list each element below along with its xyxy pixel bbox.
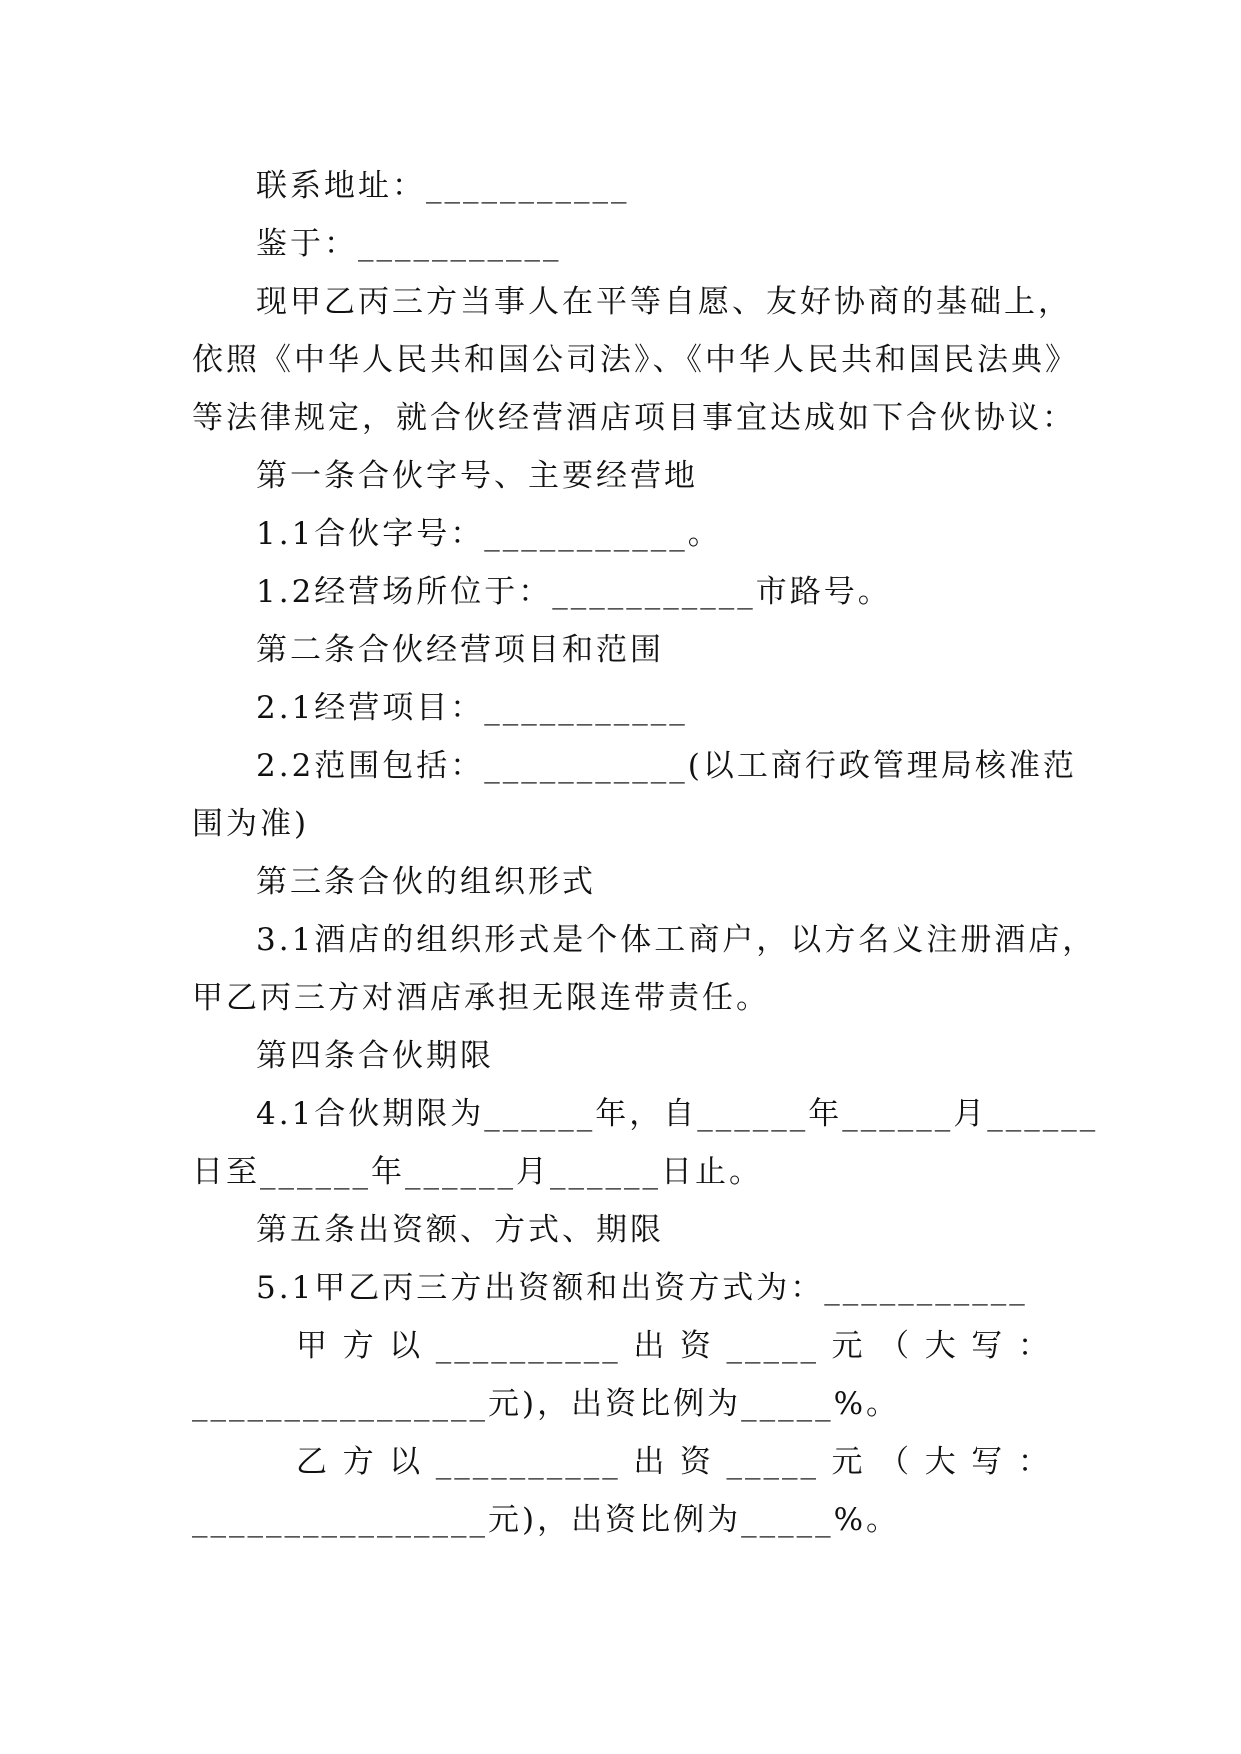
contract-body — [192, 157, 1099, 1549]
party-b-part: 写 — [971, 1444, 1006, 1480]
party-b-method-blank: __________ — [435, 1444, 621, 1480]
party-a-contribution-line-2: ________________元)，出资比例为_____%。 — [192, 1386, 901, 1422]
party-a-contribution-line-1 — [192, 1317, 1052, 1375]
preamble-line-3: 等法律规定，就合伙经营酒店项目事宜达成如下合伙协议： — [192, 400, 1076, 436]
party-b-part: 乙 — [296, 1444, 330, 1480]
party-a-part: 出 — [633, 1328, 668, 1364]
party-b-part: （ — [878, 1444, 913, 1480]
clause-5-1: 5.1甲乙丙三方出资额和出资方式为：___________ — [256, 1270, 1028, 1306]
party-b-part: 以 — [389, 1444, 424, 1480]
article-4-heading: 第四条合伙期限 — [256, 1038, 494, 1074]
clause-4-1-line-2: 日至______年______月______日止。 — [192, 1154, 763, 1190]
clause-1-2: 1.2经营场所位于：___________市路号。 — [256, 574, 892, 610]
party-b-part: ： — [1017, 1444, 1052, 1480]
clause-2-1: 2.1经营项目：___________ — [256, 690, 688, 726]
party-b-part: 大 — [924, 1444, 959, 1480]
party-b-part: 方 — [342, 1444, 377, 1480]
party-a-method-blank: __________ — [435, 1328, 621, 1364]
clause-1-1: 1.1合伙字号：___________。 — [256, 516, 722, 552]
party-a-part: ： — [1017, 1328, 1052, 1364]
preamble-line-2: 依照《中华人民共和国公司法》、《中华人民共和国民法典》 — [192, 342, 1079, 378]
party-b-part: 元 — [831, 1444, 866, 1480]
party-a-part: （ — [878, 1328, 913, 1364]
clause-3-1-line-1: 3.1酒店的组织形式是个体工商户，以方名义注册酒店， — [256, 922, 1097, 958]
clause-2-2-line-2: 围为准) — [192, 806, 310, 842]
party-b-part: 资 — [679, 1444, 714, 1480]
article-1-heading: 第一条合伙字号、主要经营地 — [256, 458, 698, 494]
party-a-part: 以 — [389, 1328, 424, 1364]
party-b-part: 出 — [633, 1444, 668, 1480]
party-b-contribution-line-1 — [192, 1433, 1052, 1491]
clause-4-1-line-1: 4.1合伙期限为______年，自______年______月______ — [256, 1096, 1099, 1132]
party-b-amount-blank: _____ — [726, 1444, 819, 1480]
party-a-part: 大 — [924, 1328, 959, 1364]
article-5-heading: 第五条出资额、方式、期限 — [256, 1212, 664, 1248]
party-a-part: 甲 — [296, 1328, 330, 1364]
party-a-part: 资 — [679, 1328, 714, 1364]
party-a-part: 方 — [342, 1328, 377, 1364]
party-a-part: 元 — [831, 1328, 866, 1364]
article-2-heading: 第二条合伙经营项目和范围 — [256, 632, 664, 668]
contact-address-line: 联系地址：___________ — [256, 168, 630, 204]
party-a-amount-blank: _____ — [726, 1328, 819, 1364]
article-3-heading: 第三条合伙的组织形式 — [256, 864, 596, 900]
party-a-part: 写 — [971, 1328, 1006, 1364]
clause-2-2-line-1: 2.2范围包括：___________(以工商行政管理局核准范 — [256, 748, 1077, 784]
party-b-contribution-line-2: ________________元)，出资比例为_____%。 — [192, 1502, 901, 1538]
whereas-line: 鉴于：___________ — [256, 226, 562, 262]
preamble-line-1: 现甲乙丙三方当事人在平等自愿、友好协商的基础上， — [256, 284, 1072, 320]
clause-3-1-line-2: 甲乙丙三方对酒店承担无限连带责任。 — [192, 980, 770, 1016]
